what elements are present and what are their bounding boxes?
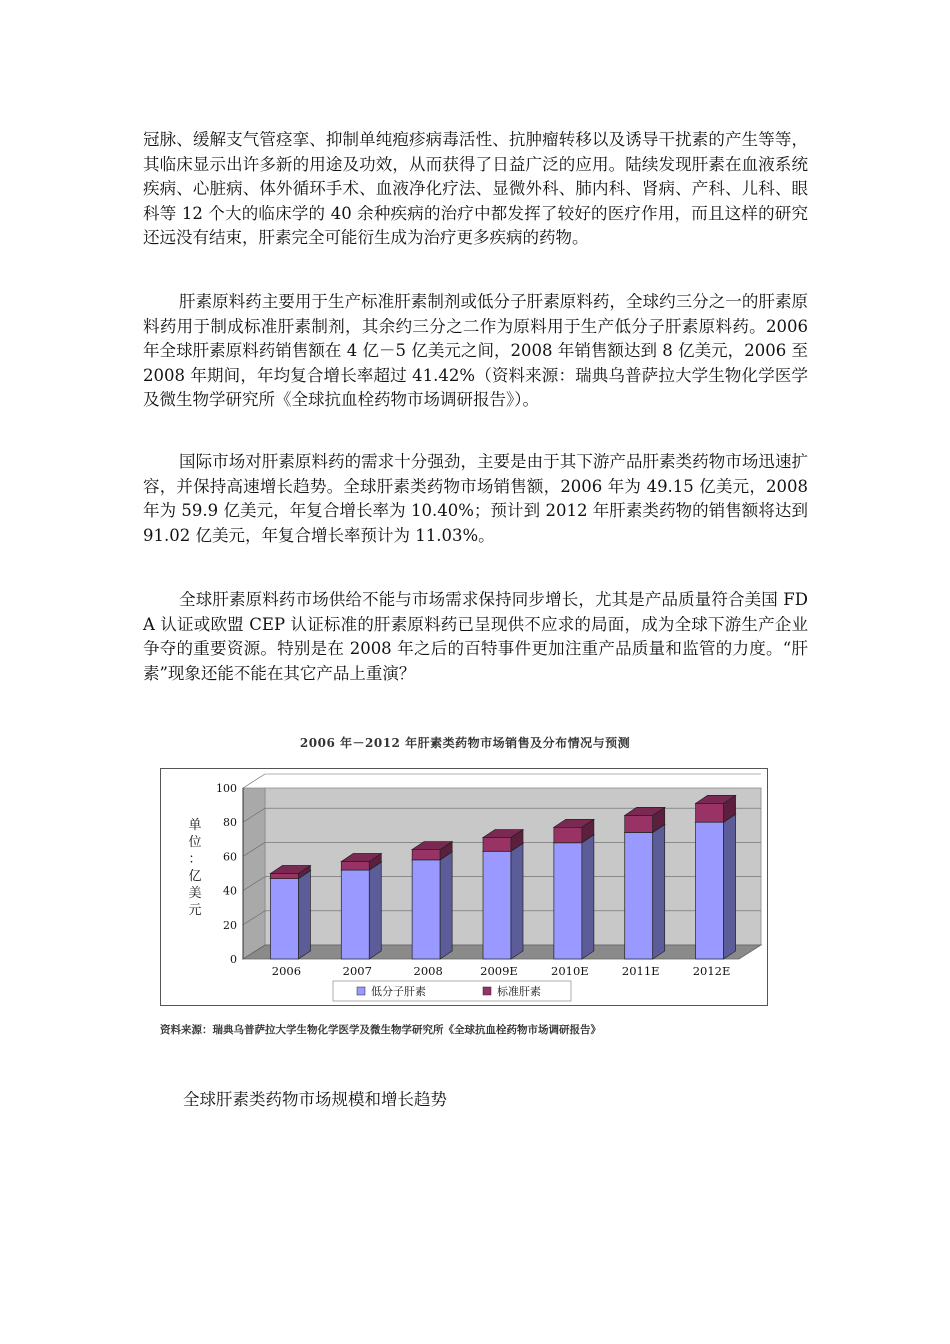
legend-swatch [483,987,491,995]
x-tick-label: 2006 [271,964,302,978]
bar-side-2010E [582,835,594,959]
y-tick-label: 0 [230,953,237,966]
paragraph-1: 冠脉、缓解支气管痉挛、抑制单纯疱疹病毒活性、抗肿瘤转移以及诱导干扰素的产生等等，其临床显示出许多新的用途及功效，从而获得了日益广泛的应用。陆续发现肝素在血液系统疾病、心脏病、体外循环手术、血液净化疗法、显微外科、肺内科、肾病、产科、儿科、眼科等 12 个大的临床学的 40 余种疾病的治疗中都发挥了较好的医疗作用，而且这样的研究还远没有结束，肝素完全可能衍生成为治疗更多疾病的药物。 [143,130,808,248]
legend-swatch [357,987,365,995]
paragraph-3 [143,450,808,548]
y-axis-label-char: ： [188,852,202,867]
paragraph-3-text: 国际市场对肝素原料药的需求十分强劲，主要是由于其下游产品肝素类药物市场迅速扩容，并保持高速增长趋势。全球肝素类药物市场销售额，2006 年为 49.15 亿美元，2008 年为 59.9 亿美元，年复合增长率为 10.40%；预计到 2012 年肝素类药物的销售额将达到 91.02 亿美元，年复合增长率预计为 11.03%。 [143,452,808,545]
bar-low-molecular-2008 [412,860,440,959]
x-tick-label: 2010E [551,964,589,978]
y-tick-label: 100 [216,782,237,795]
bar-side-2011E [653,824,665,959]
bar-standard-2011E [625,815,653,832]
bar-low-molecular-2012E [696,822,724,959]
bar-side-2007 [369,862,381,959]
bar-low-molecular-2006 [270,879,298,959]
y-axis-label-char: 位 [188,835,202,850]
paragraph-2 [143,290,808,413]
bar-standard-2008 [412,850,440,860]
bar-side-2012E [724,814,736,959]
figure-caption: 全球肝素类药物市场规模和增长趋势 [183,1090,447,1109]
bar-low-molecular-2009E [483,851,511,959]
y-axis-label-char: 单 [188,818,202,833]
bar-side-2009E [511,843,523,959]
bar-standard-2012E [696,803,724,822]
paragraph-4-text: 全球肝素原料药市场供给不能与市场需求保持同步增长，尤其是产品质量符合美国 FDA 认证或欧盟 CEP 认证标准的肝素原料药已呈现供不应求的局面，成为全球下游生产企业争夺的重要资源。特别是在 2008 年之后的百特事件更加注重产品质量和监管的力度。“肝素”现象还能不能在其它产品上重演？ [143,590,808,683]
bar-side-2006 [298,871,310,959]
legend-label: 标准肝素 [497,985,541,998]
y-axis-label-char: 亿 [188,869,202,884]
y-tick-label: 80 [223,816,237,830]
bar-standard-2006 [270,874,298,879]
bar-side-2008 [440,852,452,959]
chart-title: 2006 年－2012 年肝素类药物市场销售及分布情况与预测 [299,736,631,750]
y-axis-label-char: 美 [188,886,202,901]
bar-chart [161,769,767,1005]
x-tick-label: 2008 [413,964,443,978]
x-tick-label: 2007 [342,964,372,978]
x-tick-label: 2009E [480,964,518,978]
y-tick-label: 40 [223,884,237,898]
y-axis-label-char: 元 [188,903,202,918]
x-tick-label: 2011E [621,964,660,978]
bar-standard-2010E [554,827,582,842]
paragraph-4 [143,588,808,686]
legend-label: 低分子肝素 [371,985,426,998]
bar-low-molecular-2010E [554,843,582,959]
chart-side-wall [243,788,265,959]
x-tick-label: 2012E [692,964,731,978]
chart-frame [160,768,768,1006]
y-tick-label: 60 [223,850,237,864]
bar-standard-2009E [483,838,511,852]
bar-low-molecular-2007 [341,870,369,959]
bar-standard-2007 [341,862,369,871]
bar-low-molecular-2011E [625,832,653,959]
paragraph-2-text: 肝素原料药主要用于生产标准肝素制剂或低分子肝素原料药，全球约三分之一的肝素原料药用于制成标准肝素制剂，其余约三分之二作为原料用于生产低分子肝素原料药。2006 年全球肝素原料药销售额在 4 亿－5 亿美元之间，2008 年销售额达到 8 亿美元，2006 至 2008 年期间，年均复合增长率超过 41.42%（资料来源：瑞典乌普萨拉大学生物化学医学及微生物学研究所《全球抗血栓药物市场调研报告》）。 [143,292,808,410]
y-tick-label: 20 [223,918,237,932]
chart-source: 资料来源：瑞典乌普萨拉大学生物化学医学及微生物学研究所《全球抗血栓药物市场调研报告》 [160,1024,601,1036]
grid-line-side [243,774,265,788]
